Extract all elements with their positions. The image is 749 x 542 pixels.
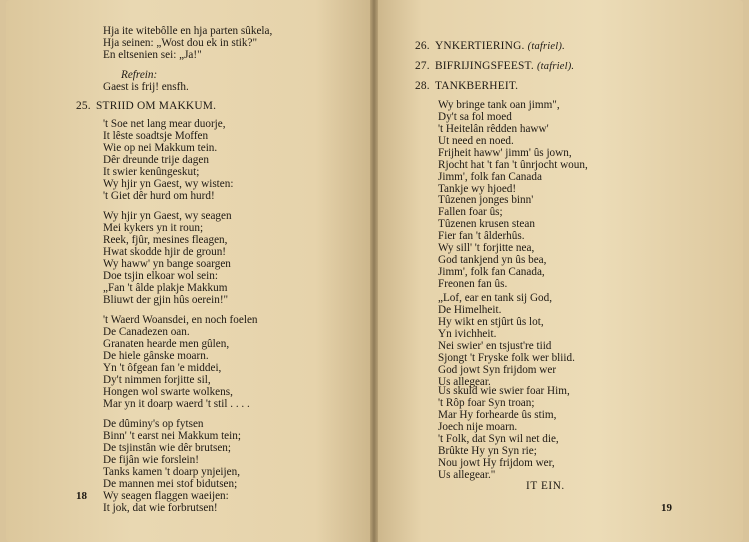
right-page [378,0,743,542]
entry-number: 28. [415,80,430,92]
verse-line: Nou jowt Hy frijdom wer, [438,457,555,469]
verse-line: Freonen fan ûs. [438,278,508,290]
verse-line: Dy't nimmen forjitte sil, [103,374,211,386]
verse-line: De Canadezen oan. [103,326,190,338]
refrain-label: Refrein: [121,69,158,81]
verse-line: Yn ivichheit. [438,328,497,340]
verse-line: Wy haww' yn bange soargen [103,258,231,270]
verse-line: Wy hjir yn Gaest, wy wisten: [103,178,234,190]
entry-heading [415,80,518,92]
page-number: 18 [76,490,87,502]
song-title: STRIID OM MAKKUM. [96,100,217,112]
verse-line: „Lof, ear en tank sij God, [438,292,553,304]
verse-line: Nei swier' en tsjust're tiid [438,340,552,352]
verse-line: Mar yn it doarp waerd 't stil . . . . [103,398,250,410]
verse-line: It jok, dat wie forbrutsen! [103,502,218,514]
verse-line: Hongen wol swarte wolkens, [103,386,233,398]
verse-line: Yn 't ôfgean fan 'e middei, [103,362,222,374]
entry-number: 26. [415,40,430,52]
verse-line: Dêr dreunde trije dagen [103,154,209,166]
verse-line: Wy hjir yn Gaest, wy seagen [103,210,232,222]
verse-line: De hiele gânske moarn. [103,350,209,362]
verse-line: Granaten hearde men gûlen, [103,338,230,350]
verse-line: De Himelheit. [438,304,502,316]
verse-line: Wy bringe tank oan jimm", [438,99,560,111]
verse-line: Tanks kamen 't doarp ynjeijen, [103,466,240,478]
entry-heading [415,60,574,73]
intro-line: Hja seinen: „Wost dou ek in stik?" [103,37,258,49]
verse-line: De fijân wie forslein! [103,454,199,466]
page-number: 19 [661,502,672,514]
verse-line: God jowt Syn frijdom wer [438,364,557,376]
verse-line: Tûzenen krusen stean [438,218,535,230]
verse-line: It swier kenûngeskut; [103,166,200,178]
verse-line: „Fan 't âlde plakje Makkum [103,282,228,294]
verse-line: Mar Hy forhearde ûs stim, [438,409,557,421]
verse-line: Hwat skodde hjir de groun! [103,246,227,258]
verse-line: Jimm', folk fan Canada [438,171,542,183]
verse-line: De mannen mei stof bidutsen; [103,478,238,490]
refrain-text: Gaest is frij! ensfh. [103,81,189,93]
song-number: 25. [76,100,91,112]
entry-tag: (tafriel). [536,61,575,72]
verse-line: Wy seagen flaggen waeijen: [103,490,229,502]
verse-line: De dûminy's op fytsen [103,418,204,430]
entry-number: 27. [415,60,430,72]
verse-line: Tûzenen jonges binn' [438,194,534,206]
verse-line: Us allegear." [438,469,496,481]
verse-line: Rjocht hat 't fan 't ûnrjocht woun, [438,159,588,171]
verse-line: 't Folk, dat Syn wil net die, [438,433,559,445]
verse-line: 't Giet dêr hurd om hurd! [103,190,215,202]
verse-line: It lêste soadtsje Moffen [103,130,209,142]
verse-line: Fier fan 't âlderhûs. [438,230,525,242]
verse-line: De tsjinstân wie dêr brutsen; [103,442,232,454]
verse-line: 't Waerd Woansdei, en noch foelen [103,314,258,326]
verse-line: Reek, fjûr, mesines fleagen, [103,234,228,246]
entry-title: TANKBERHEIT. [435,80,519,92]
left-page [6,0,370,542]
verse-line: 't Soe net lang mear duorje, [103,118,226,130]
song-heading [76,100,216,112]
verse-line: Wy sill' 't forjitte nea, [438,242,535,254]
intro-line: En eltsenien sei: „Ja!" [103,49,202,61]
verse-line: Fallen foar ûs; [438,206,503,218]
verse-line: Sjongt 't Fryske folk wer bliid. [438,352,575,364]
verse-line: Doe tsjin elkoar wol sein: [103,270,218,282]
verse-line: Us allegear. [438,376,491,388]
entry-tag: (tafriel). [527,41,565,52]
verse-line: God tankjend yn ûs bea, [438,254,547,266]
intro-line: Hja ite witebôlle en hja parten sûkela, [103,25,273,37]
ending-text: IT EIN. [526,480,565,492]
verse-line: Dy't sa fol moed [438,111,512,123]
verse-line: Brûkte Hy yn Syn rie; [438,445,537,457]
verse-line: Tankje wy hjoed! [438,183,517,195]
verse-line: 't Heitelân rêdden haww' [438,123,549,135]
entry-title: BIFRIJINGSFEEST. [435,60,534,72]
book-gutter [370,0,378,542]
verse-line: Frijheit haww' jimm' ûs jown, [438,147,572,159]
verse-line: Joech nije moarn. [438,421,518,433]
verse-line: Jimm', folk fan Canada, [438,266,545,278]
verse-line: Us skuld wie swier foar Him, [438,385,570,397]
verse-line: Bliuwt der gjin hûs oerein!" [103,294,229,306]
verse-line: Wie op nei Makkum tein. [103,142,218,154]
verse-line: Ut need en noed. [438,135,514,147]
verse-line: Hy wikt en stjûrt ûs lot, [438,316,544,328]
entry-heading [415,40,565,53]
verse-line: 't Rôp foar Syn troan; [438,397,535,409]
verse-line: Mei kykers yn it roun; [103,222,204,234]
entry-title: YNKERTIERING. [435,40,525,52]
verse-line: Binn' 't earst nei Makkum tein; [103,430,241,442]
